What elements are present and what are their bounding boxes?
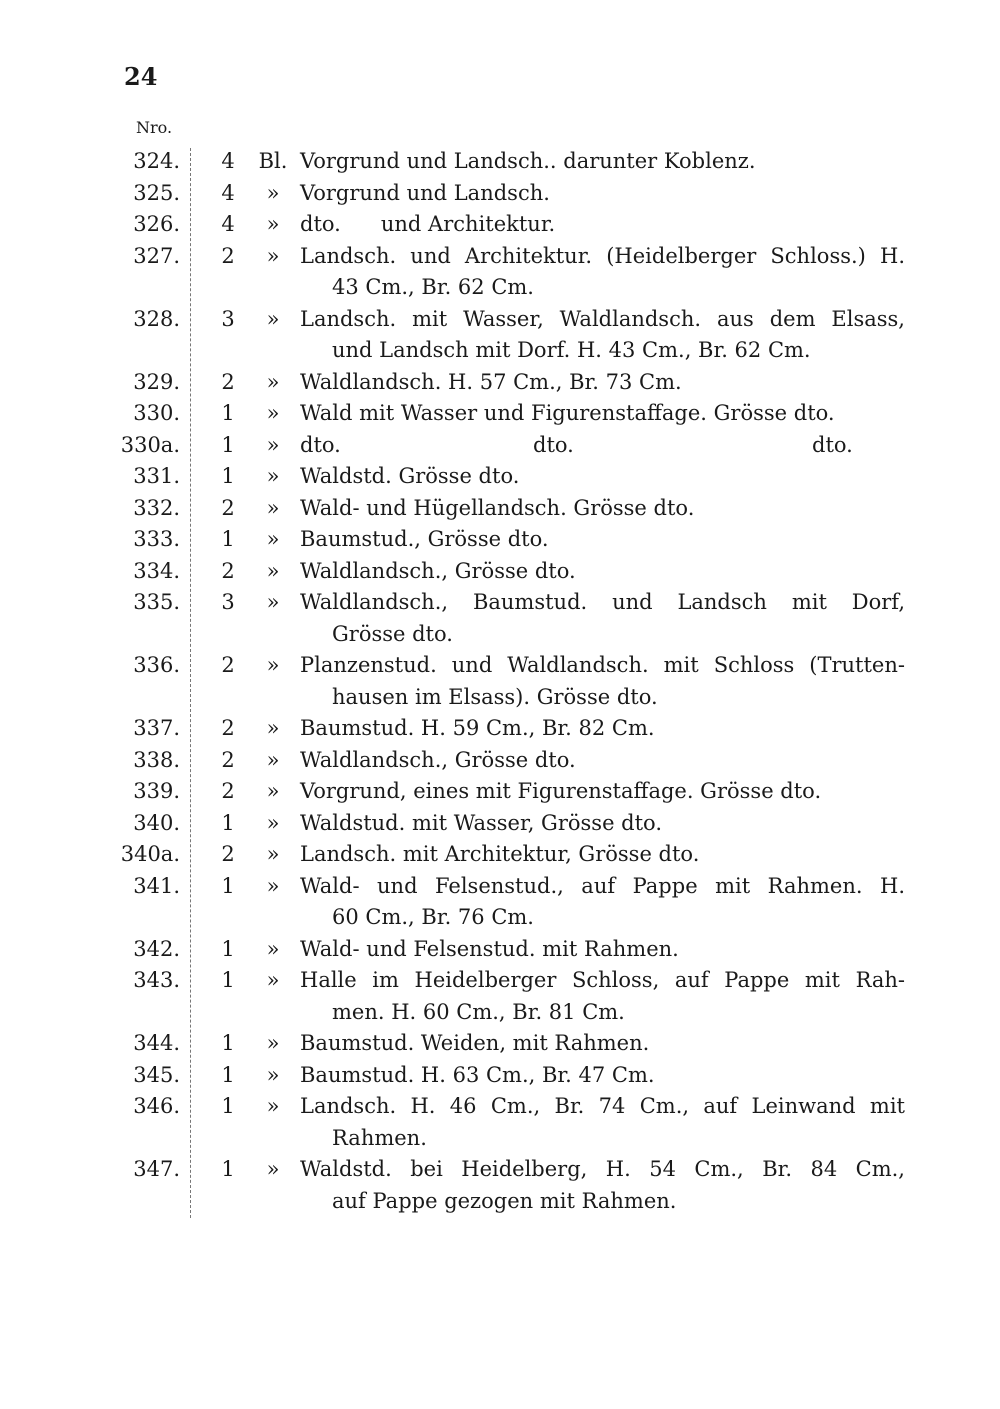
entry-description: Waldlandsch., Baumstud. und Landsch mit Dorf,	[300, 590, 905, 614]
catalog-entry	[0, 650, 1000, 713]
catalog-entry	[0, 839, 1000, 871]
entry-description: Baumstud. H. 63 Cm., Br. 47 Cm.	[300, 1062, 655, 1087]
entry-number: 331.	[133, 464, 180, 488]
entry-quantity: 3	[221, 306, 235, 331]
entry-unit: »	[266, 779, 280, 803]
entry-number: 341.	[133, 873, 180, 898]
entry-number: 337.	[133, 716, 180, 740]
catalog-entry	[0, 965, 1000, 1028]
catalog-entry	[0, 713, 1000, 745]
entry-unit: »	[266, 716, 280, 740]
entry-description: Baumstud. Weiden, mit Rahmen.	[300, 1031, 650, 1055]
entry-unit: »	[266, 842, 280, 866]
entry-number: 339.	[133, 779, 180, 803]
entry-number: 333.	[133, 527, 180, 551]
entry-description-continued: Grösse dto.	[332, 621, 453, 646]
entry-quantity: 3	[221, 590, 235, 614]
entry-quantity: 1	[221, 1062, 235, 1087]
entry-number: 324.	[133, 149, 180, 173]
entry-description-continued: hausen im Elsass). Grösse dto.	[332, 684, 658, 709]
entry-number: 338.	[133, 747, 180, 772]
entry-unit: »	[266, 873, 280, 898]
entry-number: 335.	[133, 590, 180, 614]
entry-unit: »	[266, 1062, 280, 1087]
catalog-entry	[0, 1091, 1000, 1154]
entry-unit: »	[266, 464, 280, 488]
entry-quantity: 2	[221, 243, 235, 268]
entry-unit: »	[266, 747, 280, 772]
entry-number: 325.	[133, 180, 180, 205]
entry-number: 329.	[133, 369, 180, 394]
entry-unit: »	[266, 527, 280, 551]
entry-unit: »	[266, 495, 280, 520]
entry-number: 327.	[133, 243, 180, 268]
entry-description-continued: auf Pappe gezogen mit Rahmen.	[332, 1188, 677, 1213]
entry-number: 345.	[133, 1062, 180, 1087]
entry-quantity: 2	[221, 369, 235, 394]
entry-quantity: 4	[221, 212, 235, 236]
entry-quantity: 2	[221, 716, 235, 740]
entry-quantity: 4	[221, 149, 235, 173]
entry-quantity: 1	[221, 1031, 235, 1055]
page-number: 24	[124, 62, 158, 91]
catalog-entry	[0, 745, 1000, 777]
entry-description: Baumstud., Grösse dto.	[300, 527, 549, 551]
entry-ditto: dto.	[812, 432, 853, 457]
entry-description: Vorgrund, eines mit Figurenstaffage. Grösse dto.	[300, 779, 822, 803]
entry-description: Wald- und Felsenstud. mit Rahmen.	[300, 936, 679, 961]
entry-description: Wald- und Hügellandsch. Grösse dto.	[300, 495, 695, 520]
catalog-entry	[0, 304, 1000, 367]
entry-description-continued: men. H. 60 Cm., Br. 81 Cm.	[332, 999, 625, 1024]
entry-description: Waldstd. bei Heidelberg, H. 54 Cm., Br. 84 Cm.,	[300, 1157, 905, 1181]
entry-description: Landsch. mit Architektur, Grösse dto.	[300, 842, 700, 866]
entry-quantity: 1	[221, 1157, 235, 1181]
catalog-entry	[0, 493, 1000, 525]
entry-number: 343.	[133, 968, 180, 992]
entry-number: 326.	[133, 212, 180, 236]
entry-description: Vorgrund und Landsch.. darunter Koblenz.	[300, 149, 756, 173]
entry-unit: »	[266, 590, 280, 614]
entry-quantity: 2	[221, 842, 235, 866]
entry-description-continued: 43 Cm., Br. 62 Cm.	[332, 275, 534, 299]
entry-quantity: 1	[221, 873, 235, 898]
entry-number: 347.	[133, 1157, 180, 1181]
entry-unit: »	[266, 369, 280, 394]
entry-description: Landsch. und Architektur. (Heidelberger Schloss.) H.	[300, 243, 905, 268]
catalog-entry	[0, 209, 1000, 241]
nro-column-header: Nro.	[136, 118, 173, 137]
entry-unit: »	[266, 653, 280, 677]
entry-unit: »	[266, 401, 280, 425]
entry-quantity: 1	[221, 968, 235, 992]
entry-description: dto. und Architektur.	[300, 212, 556, 236]
entry-unit: »	[266, 180, 280, 205]
entry-ditto: dto.	[300, 432, 341, 457]
entry-quantity: 2	[221, 779, 235, 803]
entry-number: 346.	[133, 1094, 180, 1118]
entry-description-continued: Rahmen.	[332, 1125, 427, 1150]
entry-unit: »	[266, 1094, 280, 1118]
entry-quantity: 2	[221, 495, 235, 520]
catalog-entries	[0, 146, 1000, 1217]
entry-description: Landsch. mit Wasser, Waldlandsch. aus dem Elsass,	[300, 306, 905, 331]
entry-description: Waldstd. Grösse dto.	[300, 464, 520, 488]
entry-number: 332.	[133, 495, 180, 520]
entry-description: Halle im Heidelberger Schloss, auf Pappe mit Rah-	[300, 968, 905, 992]
entry-quantity: 1	[221, 432, 235, 457]
entry-unit: »	[266, 243, 280, 268]
entry-number: 336.	[133, 653, 180, 677]
catalog-entry	[0, 871, 1000, 934]
catalog-entry	[0, 808, 1000, 840]
entry-quantity: 1	[221, 1094, 235, 1118]
entry-description-continued: und Landsch mit Dorf. H. 43 Cm., Br. 62 Cm.	[332, 338, 811, 362]
entry-number: 342.	[133, 936, 180, 961]
entry-unit: »	[266, 432, 280, 457]
entry-unit: Bl.	[258, 149, 288, 173]
entry-unit: »	[266, 968, 280, 992]
entry-number: 328.	[133, 306, 180, 331]
entry-description: Waldlandsch., Grösse dto.	[300, 558, 576, 583]
entry-quantity: 1	[221, 810, 235, 835]
catalog-entry	[0, 461, 1000, 493]
entry-description: Planzenstud. und Waldlandsch. mit Schloss (Trutten-	[300, 653, 905, 677]
entry-description: Vorgrund und Landsch.	[300, 180, 550, 205]
entry-number: 330.	[133, 401, 180, 425]
entry-description: Baumstud. H. 59 Cm., Br. 82 Cm.	[300, 716, 655, 740]
entry-number: 334.	[133, 558, 180, 583]
catalog-entry	[0, 398, 1000, 430]
entry-quantity: 2	[221, 747, 235, 772]
catalog-entry	[0, 587, 1000, 650]
entry-unit: »	[266, 810, 280, 835]
entry-number: 344.	[133, 1031, 180, 1055]
entry-number: 330a.	[120, 432, 180, 457]
catalog-entry	[0, 1028, 1000, 1060]
entry-description: Wald mit Wasser und Figurenstaffage. Grösse dto.	[300, 401, 835, 425]
entry-quantity: 2	[221, 653, 235, 677]
entry-ditto: dto.	[533, 432, 574, 457]
catalog-entry	[0, 1060, 1000, 1092]
entry-number: 340.	[133, 810, 180, 835]
catalog-entry	[0, 178, 1000, 210]
entry-quantity: 1	[221, 527, 235, 551]
entry-description-continued: 60 Cm., Br. 76 Cm.	[332, 905, 534, 929]
catalog-entry	[0, 430, 1000, 462]
entry-unit: »	[266, 936, 280, 961]
catalog-entry	[0, 146, 1000, 178]
entry-quantity: 1	[221, 936, 235, 961]
entry-quantity: 2	[221, 558, 235, 583]
entry-unit: »	[266, 1157, 280, 1181]
entry-quantity: 1	[221, 401, 235, 425]
entry-unit: »	[266, 1031, 280, 1055]
catalog-entry	[0, 1154, 1000, 1217]
entry-description: Waldstud. mit Wasser, Grösse dto.	[300, 810, 663, 835]
catalog-entry	[0, 776, 1000, 808]
catalog-entry	[0, 367, 1000, 399]
catalog-entry	[0, 524, 1000, 556]
entry-quantity: 4	[221, 180, 235, 205]
entry-description: Waldlandsch. H. 57 Cm., Br. 73 Cm.	[300, 369, 682, 394]
entry-number: 340a.	[120, 842, 180, 866]
entry-unit: »	[266, 558, 280, 583]
entry-unit: »	[266, 306, 280, 331]
entry-description: Wald- und Felsenstud., auf Pappe mit Rahmen. H.	[300, 873, 905, 898]
catalog-entry	[0, 556, 1000, 588]
catalog-entry	[0, 934, 1000, 966]
entry-description: Waldlandsch., Grösse dto.	[300, 747, 576, 772]
entry-quantity: 1	[221, 464, 235, 488]
entry-unit: »	[266, 212, 280, 236]
entry-description: Landsch. H. 46 Cm., Br. 74 Cm., auf Leinwand mit	[300, 1094, 905, 1118]
catalog-entry	[0, 241, 1000, 304]
